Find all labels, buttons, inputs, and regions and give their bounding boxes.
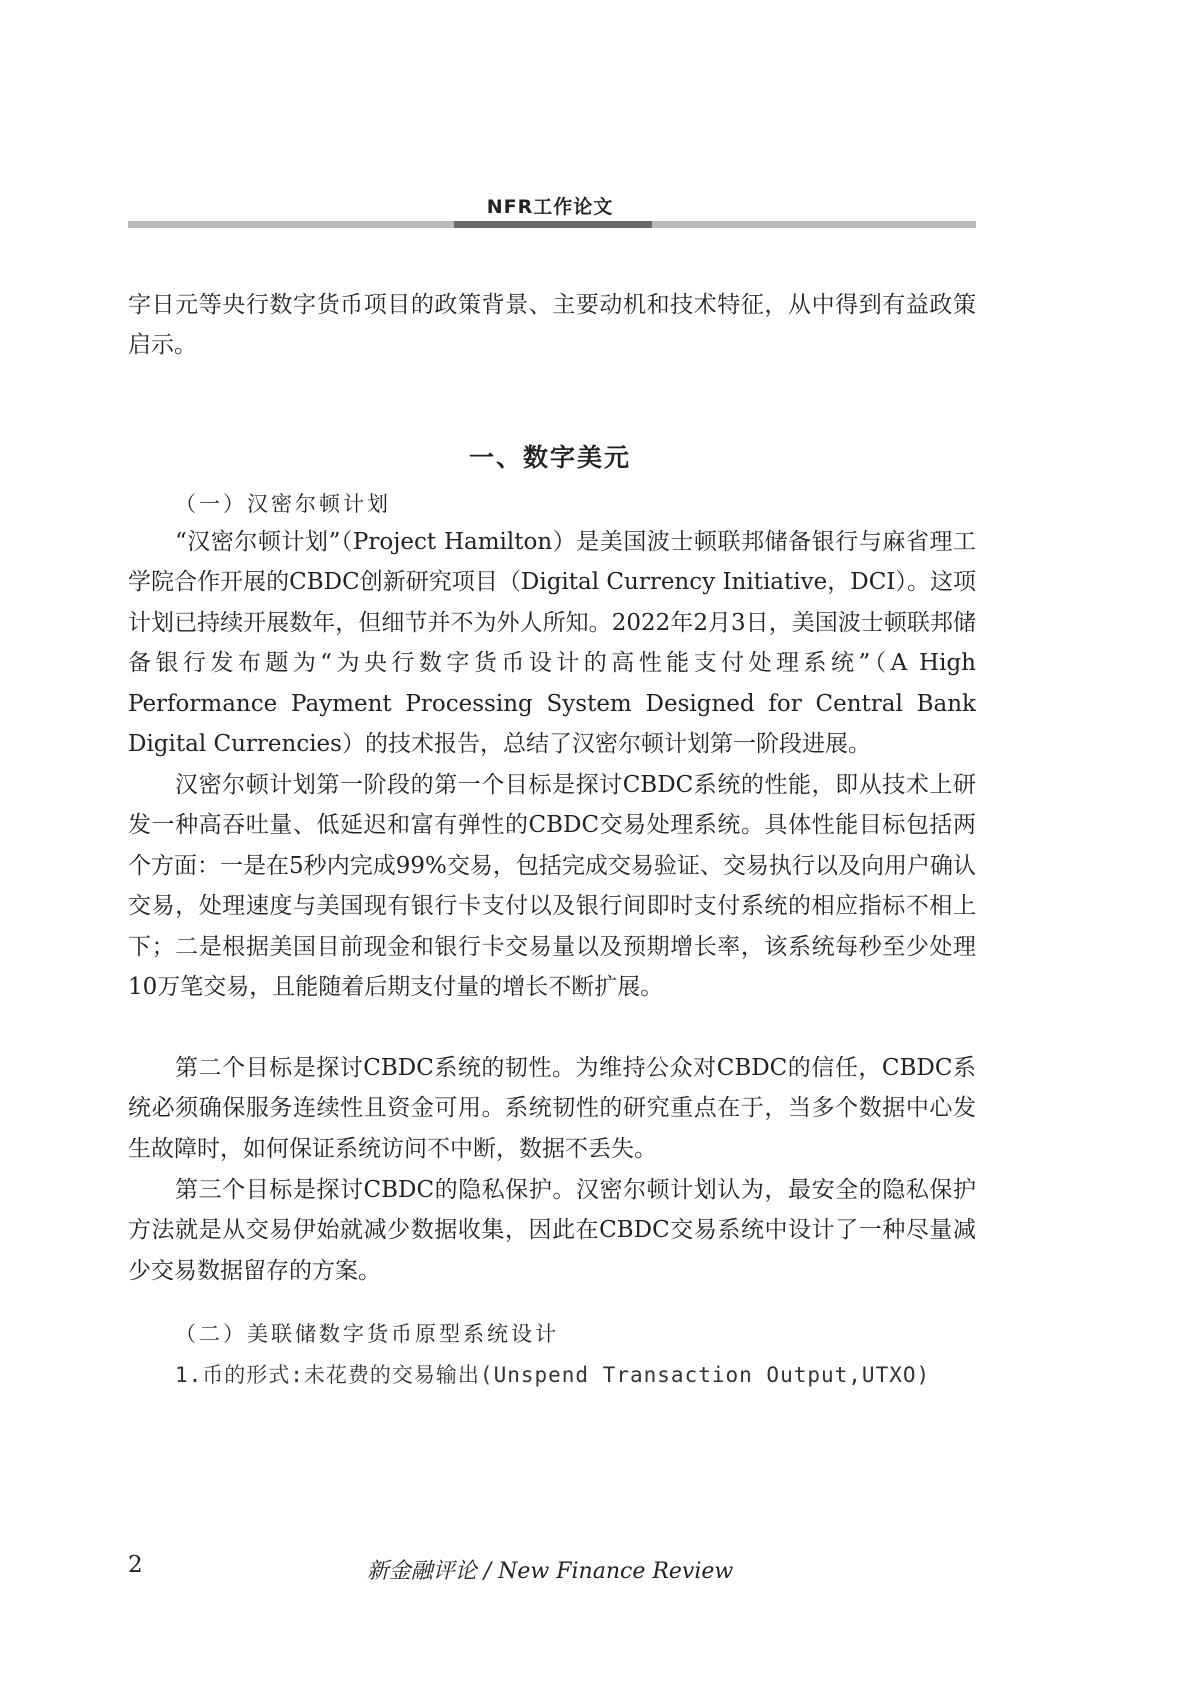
header-rule-accent [454, 221, 652, 228]
paragraph-4: 第三个目标是探讨CBDC的隐私保护。汉密尔顿计划认为，最安全的隐私保护方法就是从交易伊始就减少数据收集，因此在CBDC交易系统中设计了一种尽量减少交易数据留存的方案。 [128, 1177, 976, 1284]
paragraph-3: 第二个目标是探讨CBDC系统的韧性。为维持公众对CBDC的信任，CBDC系统必须确保服务连续性且资金可用。系统韧性的研究重点在于，当多个数据中心发生故障时，如何保证系统访问不中断，数据不丢失。 [128, 1055, 976, 1162]
header-title: NFR工作论文 [486, 196, 614, 218]
paragraph-2: 汉密尔顿计划第一阶段的第一个目标是探讨CBDC系统的性能，即从技术上研发一种高吞吐量、低延迟和富有弹性的CBDC交易处理系统。具体性能目标包括两个方面：一是在5秒内完成99%交易，包括完成交易验证、交易执行以及向用户确认交易，处理速度与美国现有银行卡支付以及银行间即时支付系统的相应指标不相上下；二是根据美国目前现金和银行卡交易量以及预期增长率，该系统每秒至少处理10万笔交易，且能随着后期支付量的增长不断扩展。 [128, 772, 976, 1001]
intro-paragraph: 字日元等央行数字货币项目的政策背景、主要动机和技术特征，从中得到有益政策启示。 [128, 292, 976, 359]
paragraph-1: “汉密尔顿计划”（Project Hamilton）是美国波士顿联邦储备银行与麻省理工学院合作开展的CBDC创新研究项目（Digital Currency Initiative，DCI）。这项计划已持续开展数年，但细节并不为外人所知。2022年2月3日，美国波士顿联邦储备银行发布题为“为央行数字货币设计的高性能支付处理系统”（A High Performance Payment Processing System Designed for Central Bank Digital Currencies）的技术报告，总结了汉密尔顿计划第一阶段进展。 [128, 529, 976, 758]
subsection-heading-1: （一）汉密尔顿计划 [175, 492, 391, 516]
publication-title: 新金融评论 / New Finance Review [366, 1559, 734, 1584]
section-title: 一、数字美元 [468, 443, 631, 472]
list-item-1: 1.币的形式:未花费的交易输出(Unspend Transaction Output,UTXO) [175, 1363, 931, 1387]
page-number: 2 [128, 1552, 143, 1578]
subsection-heading-2: （二）美联储数字货币原型系统设计 [175, 1322, 559, 1346]
